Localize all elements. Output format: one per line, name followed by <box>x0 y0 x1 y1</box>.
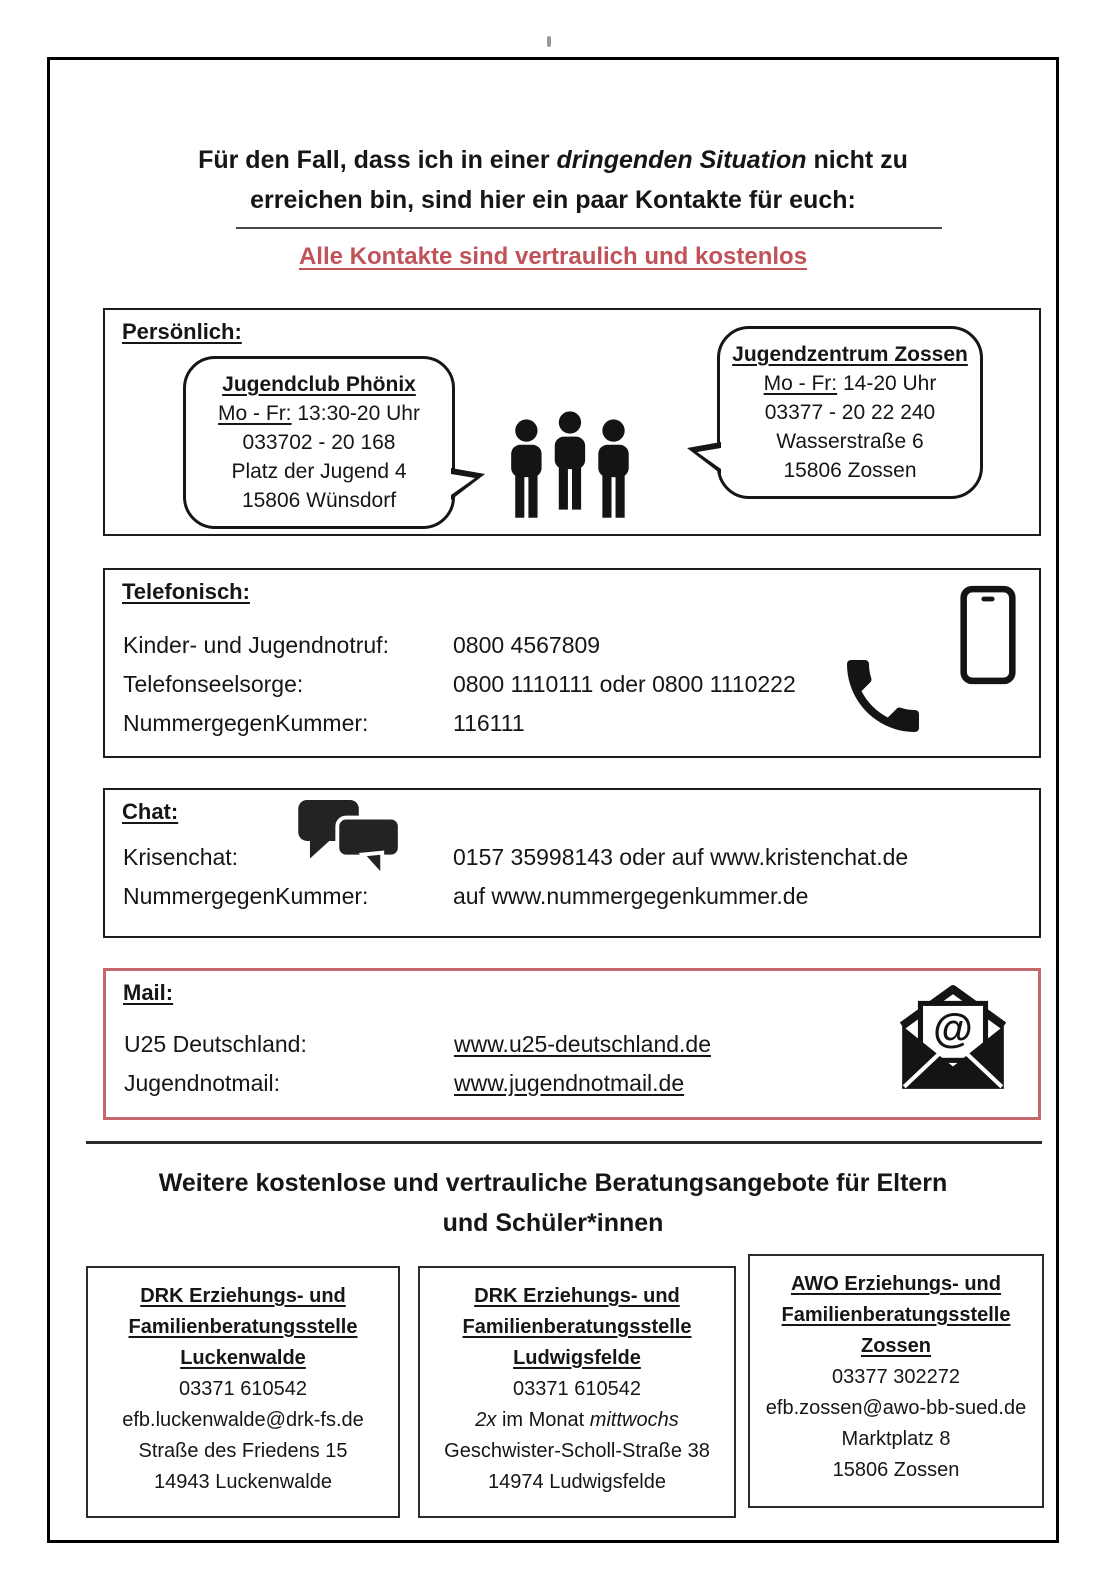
phone-icons <box>835 582 1025 748</box>
club-city: 15806 Wünsdorf <box>241 489 397 512</box>
club-hours <box>194 399 444 428</box>
org-phone: 03377 302272 <box>832 1366 960 1388</box>
chat-contact-list <box>123 838 908 916</box>
counseling-box-awo-zossen <box>748 1254 1044 1508</box>
org-name: Familienberatungsstelle <box>128 1316 358 1338</box>
org-name: Zossen <box>860 1335 932 1357</box>
section-mail <box>103 968 1041 1120</box>
counseling-box-drk-luckenwalde <box>86 1266 400 1518</box>
contact-label: Jugendnotmail: <box>124 1070 280 1096</box>
org-name: Familienberatungsstelle <box>462 1316 692 1338</box>
org-name: Luckenwalde <box>180 1347 306 1369</box>
org-name: DRK Erziehungs- und <box>140 1285 346 1307</box>
mail-row <box>124 1025 711 1064</box>
contact-label: Krisenchat: <box>123 844 239 870</box>
page-title-line-1 <box>50 140 1056 180</box>
center-hours <box>728 369 972 398</box>
mail-contact-list <box>124 1025 711 1103</box>
title-text-end: nicht zu <box>813 146 908 174</box>
title-italic-text: dringenden Situation <box>556 146 807 174</box>
contact-label: NummergegenKummer: <box>123 710 369 736</box>
section-persoenlich <box>103 308 1041 536</box>
contact-info: auf www.nummergegenkummer.de <box>453 883 809 909</box>
contact-label: Telefonseelsorge: <box>123 671 304 697</box>
phone-row <box>123 704 796 743</box>
note-italic: 2x <box>475 1409 497 1431</box>
contact-url: www.u25-deutschland.de <box>454 1031 711 1057</box>
note-italic: mittwochs <box>589 1409 679 1431</box>
confidential-subtitle: Alle Kontakte sind vertraulich und kostenlos <box>298 243 808 270</box>
org-email: efb.zossen@awo-bb-sued.de <box>765 1397 1027 1419</box>
phone-contact-list <box>123 626 796 743</box>
org-name: Familienberatungsstelle <box>781 1304 1011 1326</box>
org-street: Straße des Friedens 15 <box>138 1440 348 1462</box>
contact-info: 0157 35998143 oder auf www.kristenchat.de <box>453 844 909 870</box>
center-street: Wasserstraße 6 <box>776 430 924 453</box>
open-envelope-at-icon <box>892 983 1014 1095</box>
org-city: 14943 Luckenwalde <box>154 1471 332 1493</box>
smartphone-icon <box>959 584 1017 686</box>
contact-number: 0800 1110111 oder 0800 1110222 <box>453 671 796 697</box>
org-email: efb.luckenwalde@drk-fs.de <box>122 1409 364 1431</box>
counseling-box-drk-ludwigsfelde <box>418 1266 736 1518</box>
org-street: Marktplatz 8 <box>841 1428 951 1450</box>
org-city: 15806 Zossen <box>832 1459 960 1481</box>
club-phone: 033702 - 20 168 <box>242 431 396 454</box>
scan-artifact <box>547 36 551 47</box>
org-name: DRK Erziehungs- und <box>474 1285 680 1307</box>
section-chat <box>103 788 1041 938</box>
contact-url: www.jugendnotmail.de <box>454 1070 685 1096</box>
document-frame <box>47 57 1059 1543</box>
phone-row <box>123 665 796 704</box>
speech-bubble-jugendzentrum-zossen <box>717 326 983 499</box>
org-street: Geschwister-Scholl-Straße 38 <box>444 1440 710 1462</box>
mail-heading: Mail: <box>123 980 174 1005</box>
phone-row <box>123 626 796 665</box>
contact-label: U25 Deutschland: <box>124 1031 307 1057</box>
counseling-heading-line-2: und Schüler*innen <box>442 1209 664 1237</box>
title-underline <box>236 227 942 229</box>
svg-text:@: @ <box>933 1005 973 1052</box>
center-phone: 03377 - 20 22 240 <box>764 401 936 424</box>
contact-number: 116111 <box>453 710 525 736</box>
org-name: AWO Erziehungs- und <box>791 1273 1001 1295</box>
mail-row <box>124 1064 711 1103</box>
chat-row <box>123 877 908 916</box>
club-street: Platz der Jugend 4 <box>231 460 407 483</box>
org-schedule-note <box>420 1405 734 1436</box>
hours-value: 13:30-20 Uhr <box>297 402 420 425</box>
counseling-heading <box>50 1163 1056 1243</box>
hours-label: Mo - Fr: <box>763 372 838 395</box>
section-divider <box>86 1141 1042 1144</box>
center-city: 15806 Zossen <box>783 459 917 482</box>
club-name: Jugendclub Phönix <box>222 373 416 396</box>
org-city: 14974 Ludwigsfelde <box>488 1471 666 1493</box>
speech-bubble-jugendclub-phoenix <box>183 356 455 529</box>
hours-value: 14-20 Uhr <box>842 372 937 395</box>
telefonisch-heading: Telefonisch: <box>122 579 250 604</box>
contact-label: NummergegenKummer: <box>123 883 369 909</box>
section-telefonisch <box>103 568 1041 758</box>
page-title <box>50 140 1056 220</box>
org-phone: 03371 610542 <box>513 1378 641 1400</box>
counseling-heading-line-1: Weitere kostenlose und vertrauliche Beratungsangebote für Eltern <box>158 1169 948 1197</box>
phone-handset-icon <box>835 648 931 744</box>
note-text: im Monat <box>501 1409 585 1431</box>
page-title-line-2: erreichen bin, sind hier ein paar Kontakte für euch: <box>250 186 856 214</box>
title-text: Für den Fall, dass ich in einer <box>198 146 550 174</box>
org-phone: 03371 610542 <box>179 1378 307 1400</box>
contact-label: Kinder- und Jugendnotruf: <box>123 632 389 658</box>
center-name: Jugendzentrum Zossen <box>732 343 968 366</box>
persoenlich-heading: Persönlich: <box>122 319 242 344</box>
three-people-icon <box>498 404 650 522</box>
chat-heading: Chat: <box>122 799 179 824</box>
contact-number: 0800 4567809 <box>453 632 601 658</box>
hours-label: Mo - Fr: <box>218 402 292 425</box>
chat-row <box>123 838 908 877</box>
org-name: Ludwigsfelde <box>513 1347 641 1369</box>
